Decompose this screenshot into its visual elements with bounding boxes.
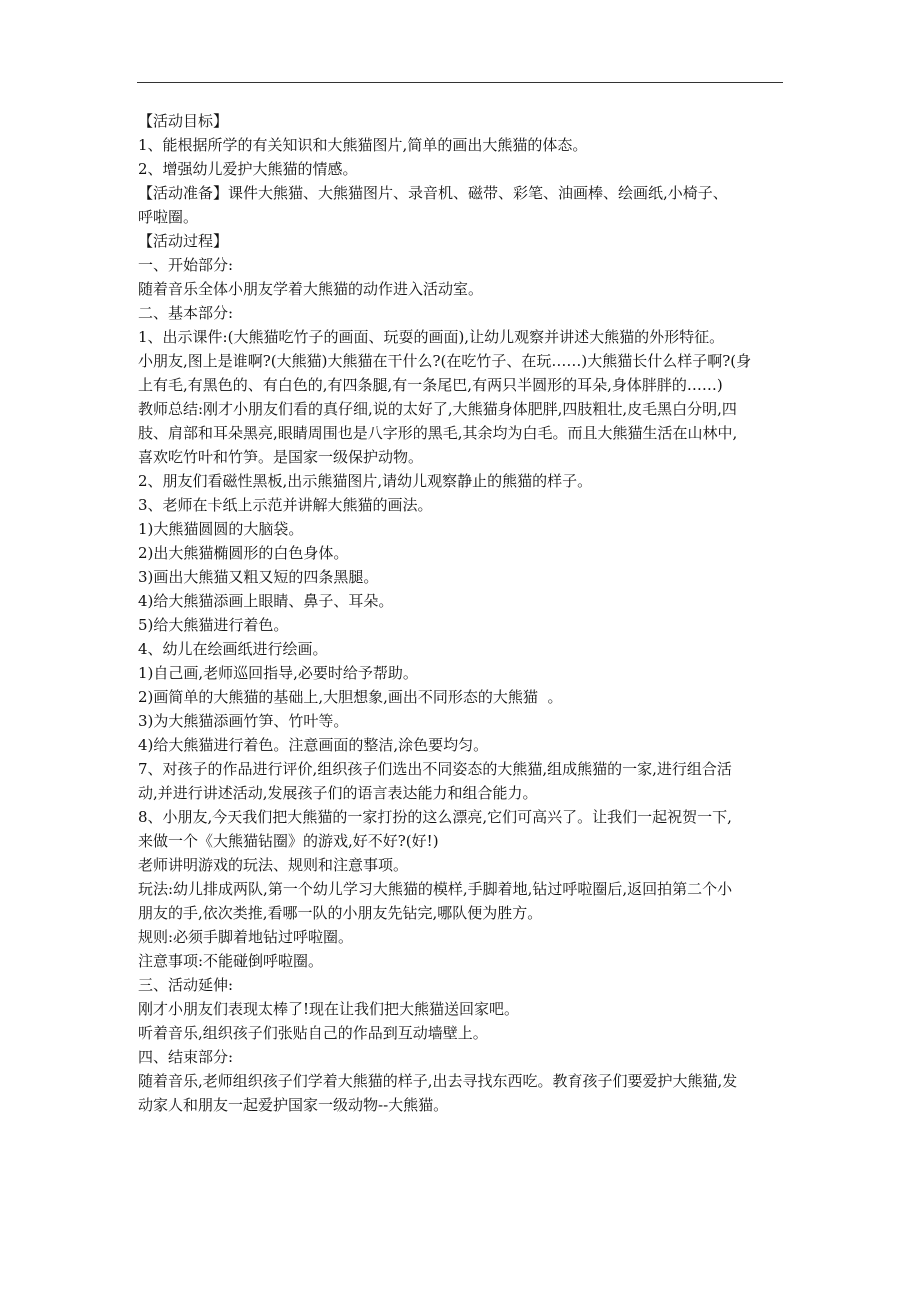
- text-line: 3、老师在卡纸上示范并讲解大熊猫的画法。: [138, 496, 433, 514]
- text-line: 小朋友,图上是谁啊?(大熊猫)大熊猫在干什么?(在吃竹子、在玩……)大熊猫长什么样子啊?(身: [138, 352, 752, 370]
- text-line: 1)自己画,老师巡回指导,必要时给予帮助。: [138, 664, 418, 682]
- text-line: 5)给大熊猫进行着色。: [138, 616, 289, 634]
- text-line: 呼啦圈。: [138, 208, 199, 226]
- text-line: 喜欢吃竹叶和竹笋。是国家一级保护动物。: [138, 448, 424, 466]
- text-line: 7、对孩子的作品进行评价,组织孩子们选出不同姿态的大熊猫,组成熊猫的一家,进行组合活: [138, 760, 732, 778]
- text-line: 2)画简单的大熊猫的基础上,大胆想象,画出不同形态的大熊猫 。: [138, 688, 563, 706]
- text-line: 3)为大熊猫添画竹笋、竹叶等。: [138, 712, 349, 730]
- text-line: 三、活动延伸:: [138, 976, 234, 994]
- document-body: [138, 109, 788, 1117]
- text-line: 4)给大熊猫进行着色。注意画面的整洁,涂色要均匀。: [138, 736, 489, 754]
- text-line: 随着音乐,老师组织孩子们学着大熊猫的样子,出去寻找东西吃。教育孩子们要爱护大熊猫,发: [138, 1072, 738, 1090]
- text-line: 教师总结:刚才小朋友们看的真仔细,说的太好了,大熊猫身体肥胖,四肢粗壮,皮毛黑白分明,四: [138, 400, 737, 418]
- text-line: 1)大熊猫圆圆的大脑袋。: [138, 520, 304, 538]
- text-line: 8、小朋友,今天我们把大熊猫的一家打扮的这么漂亮,它们可高兴了。让我们一起祝贺一下,: [138, 808, 732, 826]
- text-line: 【活动准备】课件大熊猫、大熊猫图片、录音机、磁带、彩笔、油画棒、绘画纸,小椅子、: [138, 184, 728, 202]
- text-line: 一、开始部分:: [138, 256, 234, 274]
- text-line: 3)画出大熊猫又粗又短的四条黑腿。: [138, 568, 379, 586]
- text-line: 肢、肩部和耳朵黑亮,眼睛周围也是八字形的黑毛,其余均为白毛。而且大熊猫生活在山林中,: [138, 424, 738, 442]
- text-line: 【活动目标】: [138, 112, 229, 130]
- text-line: 刚才小朋友们表现太棒了!现在让我们把大熊猫送回家吧。: [138, 1000, 520, 1018]
- text-line: 上有毛,有黑色的、有白色的,有四条腿,有一条尾巴,有两只半圆形的耳朵,身体胖胖的……): [138, 376, 723, 394]
- text-line: 2、增强幼儿爱护大熊猫的情感。: [138, 160, 358, 178]
- text-line: 4)给大熊猫添画上眼睛、鼻子、耳朵。: [138, 592, 394, 610]
- text-line: 朋友的手,依次类推,看哪一队的小朋友先钻完,哪队便为胜方。: [138, 904, 543, 922]
- text-line: 动,并进行讲述活动,发展孩子们的语言表达能力和组合能力。: [138, 784, 538, 802]
- text-line: 1、出示课件:(大熊猫吃竹子的画面、玩耍的画面),让幼儿观察并讲述大熊猫的外形特征。: [138, 328, 725, 346]
- text-line: 注意事项:不能碰倒呼啦圈。: [138, 952, 324, 970]
- text-line: 随着音乐全体小朋友学着大熊猫的动作进入活动室。: [138, 280, 484, 298]
- header-rule: [137, 82, 783, 83]
- text-line: 老师讲明游戏的玩法、规则和注意事项。: [138, 856, 409, 874]
- text-line: 动家人和朋友一起爱护国家一级动物--大熊猫。: [138, 1096, 449, 1114]
- text-line: 1、能根据所学的有关知识和大熊猫图片,简单的画出大熊猫的体态。: [138, 136, 588, 154]
- text-line: 2)出大熊猫椭圆形的白色身体。: [138, 544, 349, 562]
- text-line: 【活动过程】: [138, 232, 229, 250]
- text-line: 2、朋友们看磁性黑板,出示熊猫图片,请幼儿观察静止的熊猫的样子。: [138, 472, 593, 490]
- text-line: 4、幼儿在绘画纸进行绘画。: [138, 640, 328, 658]
- text-line: 规则:必须手脚着地钻过呼啦圈。: [138, 928, 354, 946]
- text-line: 二、基本部分:: [138, 304, 234, 322]
- text-line: 听着音乐,组织孩子们张贴自己的作品到互动墙壁上。: [138, 1024, 488, 1042]
- text-line: 玩法:幼儿排成两队,第一个幼儿学习大熊猫的模样,手脚着地,钻过呼啦圈后,返回拍第二个小: [138, 880, 733, 898]
- text-line: 来做一个《大熊猫钻圈》的游戏,好不好?(好!): [138, 832, 439, 850]
- text-line: 四、结束部分:: [138, 1048, 234, 1066]
